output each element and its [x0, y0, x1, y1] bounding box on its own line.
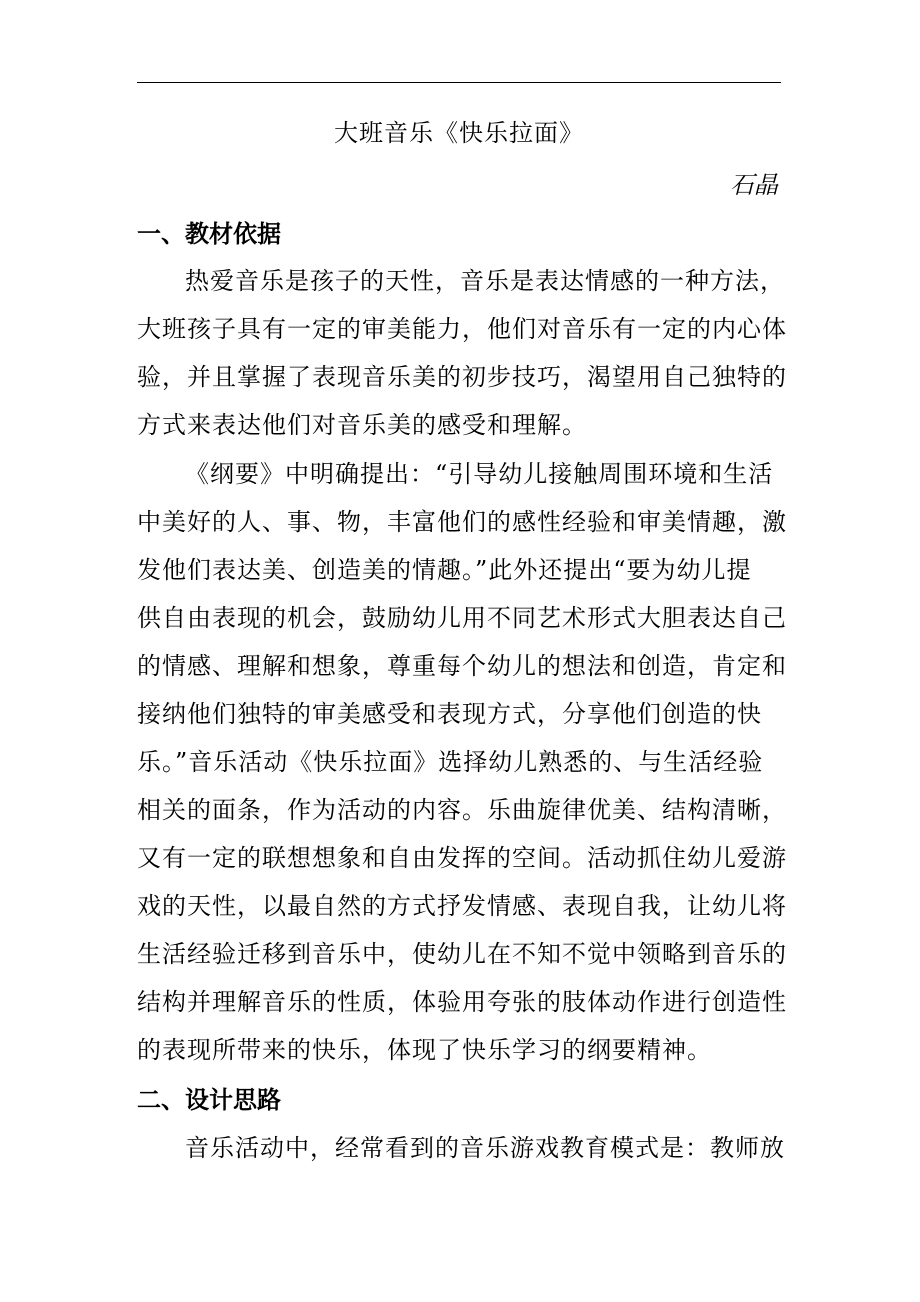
paragraph-2	[137, 450, 787, 1074]
paragraph-line: 结构并理解音乐的性质，体验用夸张的肢体动作进行创造性	[137, 988, 787, 1016]
paragraph-line: 《纲要》中明确提出：“引导幼儿接触周围环境和生活	[185, 460, 774, 488]
paragraph-line: 大班孩子具有一定的审美能力，他们对音乐有一定的内心体	[137, 315, 787, 343]
paragraph-line: 供自由表现的机会，鼓励幼儿用不同艺术形式大胆表达自己	[137, 604, 787, 632]
paragraph-line: 戏的天性，以最自然的方式抒发情感、表现自我，让幼儿将	[137, 892, 787, 920]
paragraph-line: 音乐活动中，经常看到的音乐游戏教育模式是：教师放	[185, 1134, 785, 1162]
paragraph-line: 方式来表达他们对音乐美的感受和理解。	[137, 411, 587, 439]
paragraph-line: 又有一定的联想想象和自由发挥的空间。活动抓住幼儿爱游	[137, 844, 787, 872]
paragraph-line: 的表现所带来的快乐，体现了快乐学习的纲要精神。	[137, 1036, 712, 1064]
document-title: 大班音乐《快乐拉面》	[334, 119, 584, 147]
paragraph-3	[137, 1124, 787, 1172]
paragraph-line: 中美好的人、事、物，丰富他们的感性经验和审美情趣，激	[137, 508, 787, 536]
paragraph-line: 验，并且掌握了表现音乐美的初步技巧，渴望用自己独特的	[137, 363, 787, 391]
paragraph-line: 生活经验迁移到音乐中，使幼儿在不知不觉中领略到音乐的	[137, 940, 787, 968]
paragraph-line: 乐。”音乐活动《快乐拉面》选择幼儿熟悉的、与生活经验	[137, 748, 764, 776]
paragraph-1	[137, 257, 787, 449]
section-heading-1: 一、教材依据	[137, 220, 281, 248]
paragraph-line: 相关的面条，作为活动的内容。乐曲旋律优美、结构清晰，	[137, 796, 787, 824]
paragraph-line: 热爱音乐是孩子的天性，音乐是表达情感的一种方法，	[185, 267, 785, 295]
paragraph-line: 发他们表达美、创造美的情趣。”此外还提出“要为幼儿提	[137, 556, 752, 584]
paragraph-line: 的情感、理解和想象，尊重每个幼儿的想法和创造，肯定和	[137, 652, 787, 680]
paragraph-line: 接纳他们独特的审美感受和表现方式，分享他们创造的快	[137, 700, 762, 728]
section-heading-2: 二、设计思路	[137, 1086, 281, 1114]
author-name: 石晶	[730, 171, 778, 199]
header-rule	[137, 82, 781, 83]
